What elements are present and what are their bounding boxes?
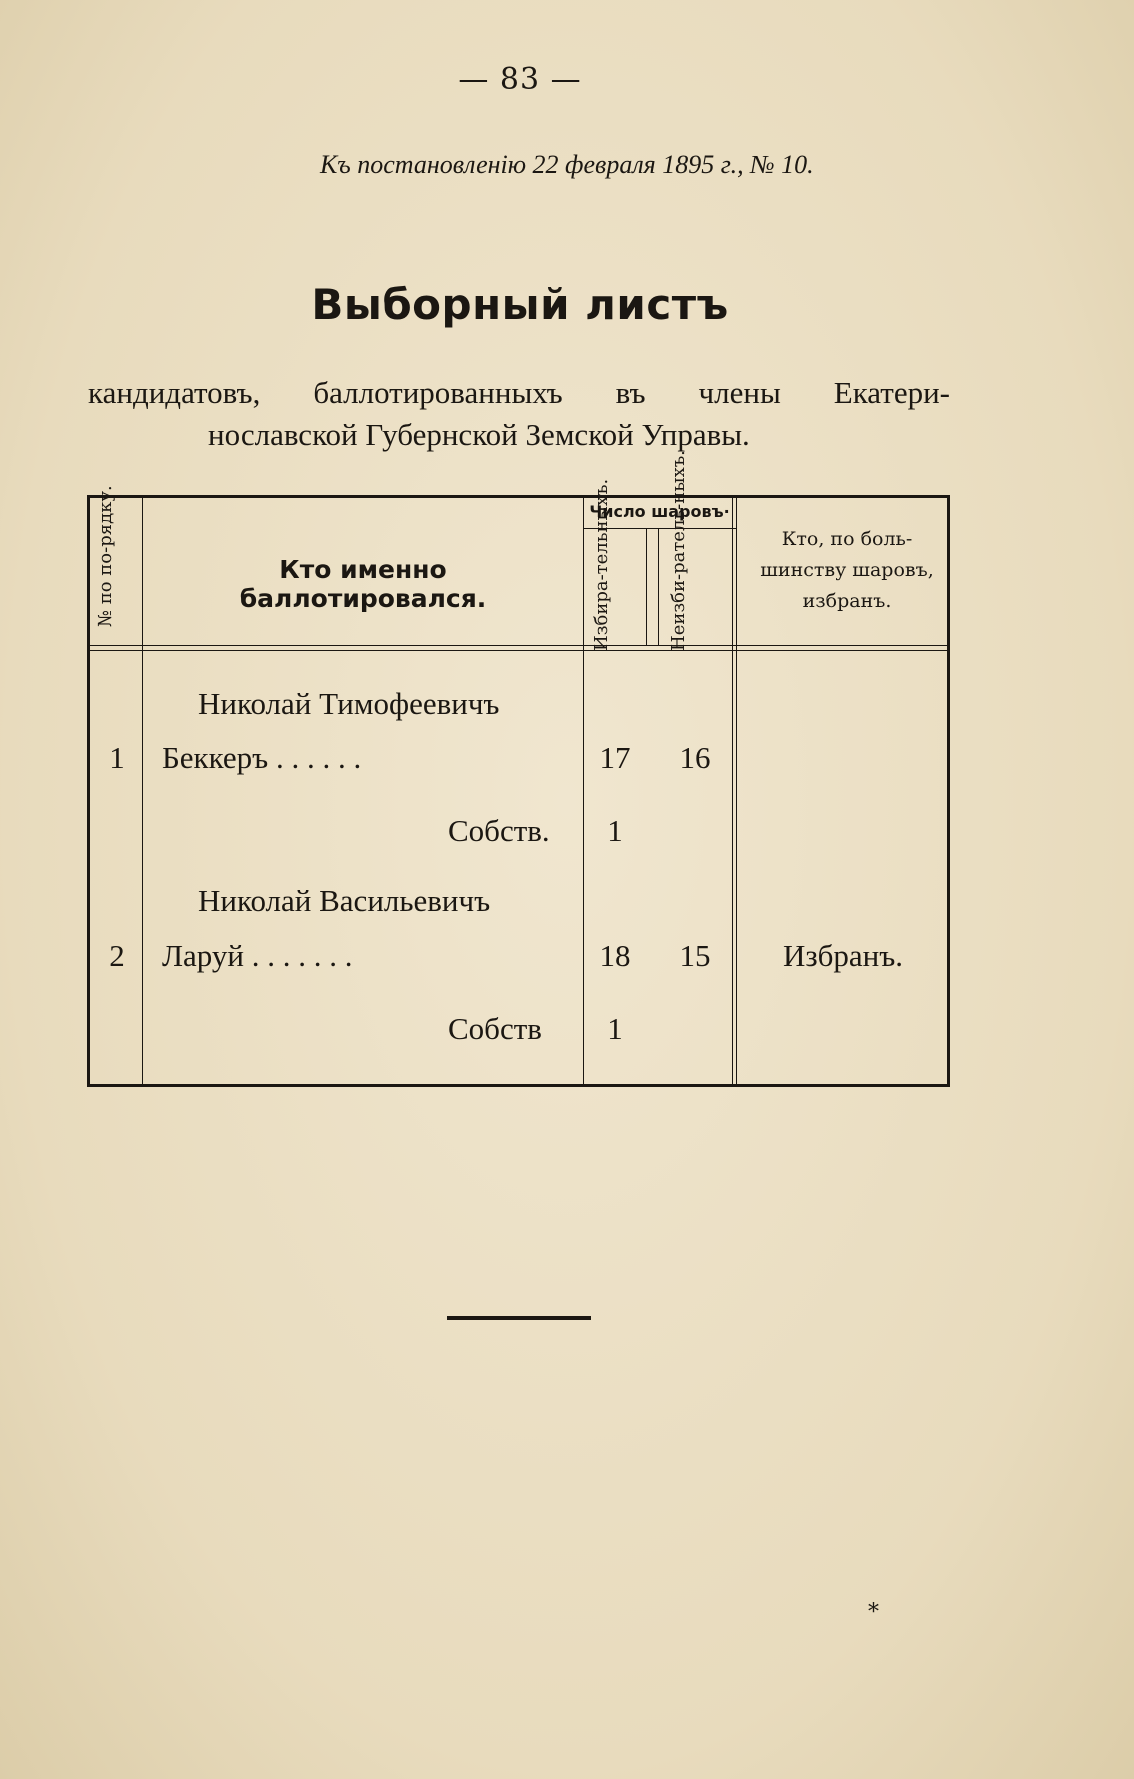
header-for: Избира-тельныхъ.	[591, 478, 612, 651]
column-divider	[142, 498, 143, 1084]
row1-own-for: 1	[607, 813, 623, 848]
subtitle-line-2: нославской Губернской Земской Управы.	[208, 417, 750, 452]
page-title: Выборный листъ	[311, 280, 729, 329]
header-against: Неизби-ратель-ныхъ.	[668, 450, 689, 651]
row2-for: 18	[599, 938, 631, 973]
column-divider	[583, 498, 584, 1084]
row2-own-label: Собств	[448, 1011, 542, 1046]
row1-for: 17	[599, 740, 631, 775]
row1-against: 16	[679, 740, 711, 775]
row2-own-for: 1	[607, 1011, 623, 1046]
page-subtitle	[88, 372, 950, 456]
row1-own-label: Собств.	[448, 813, 550, 848]
column-divider	[736, 498, 737, 1084]
header-double-rule	[90, 645, 947, 651]
row2-against: 15	[679, 938, 711, 973]
subtitle-line-1: кандидатовъ, баллотированныхъ въ члены Екатери-	[88, 375, 950, 410]
row1-number: 1	[109, 740, 125, 775]
header-balls-group: Число шаровъ·	[589, 502, 730, 521]
row1-name-last: Беккеръ . . . . . .	[162, 740, 362, 775]
header-name: Кто именно баллотировался.	[239, 555, 487, 613]
ballot-table	[87, 450, 950, 1087]
resolution-reference: Къ постановленію 22 февраля 1895 г., № 10.	[320, 150, 814, 179]
row2-number: 2	[109, 938, 125, 973]
column-divider	[646, 528, 647, 646]
row2-name-first: Николай Васильевичъ	[198, 883, 491, 918]
asterisk-mark: *	[868, 1600, 879, 1625]
section-separator	[447, 1316, 591, 1320]
header-result: Кто, по боль-шинству шаровъ, избранъ.	[760, 528, 934, 612]
column-divider	[658, 528, 659, 646]
row2-result: Избранъ.	[782, 938, 904, 973]
row1-name-first: Николай Тимофеевичъ	[198, 686, 500, 721]
row2-name-last: Ларуй . . . . . . .	[162, 938, 353, 973]
header-number: № по по-рядку.	[95, 485, 116, 627]
column-divider	[732, 498, 733, 1084]
page-number: — 83 —	[458, 62, 582, 97]
